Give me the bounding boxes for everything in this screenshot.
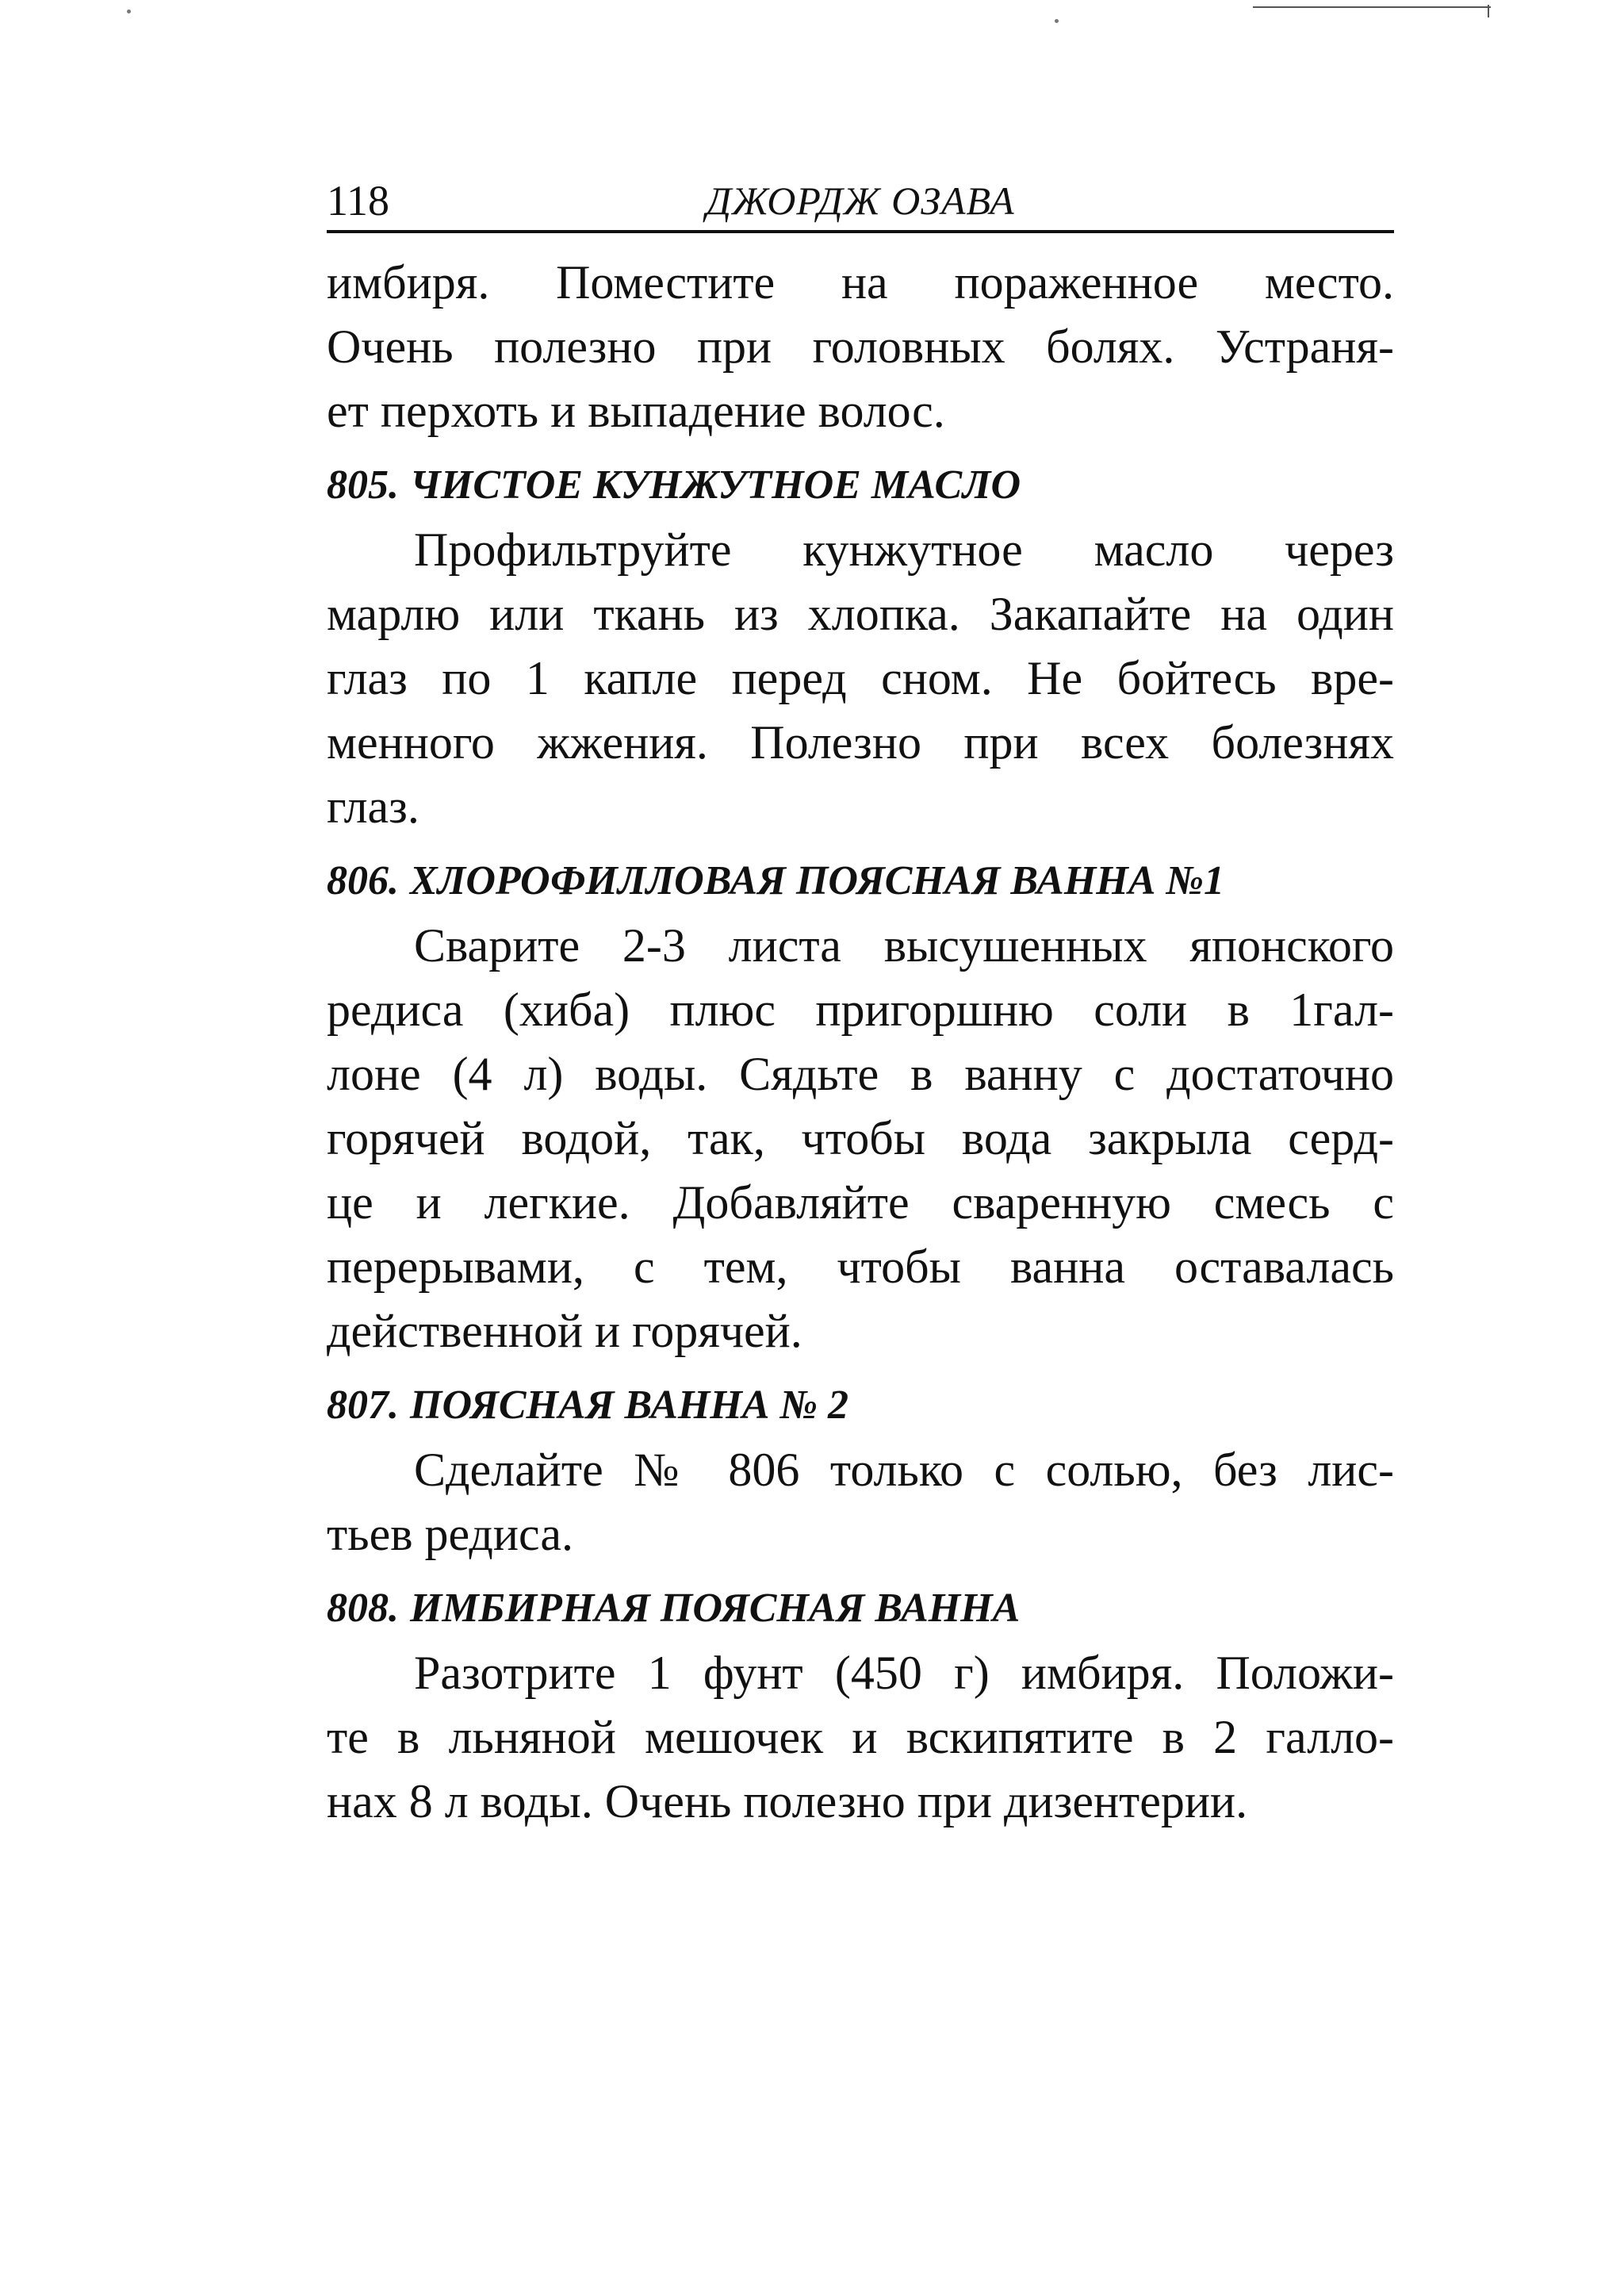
body-paragraph xyxy=(327,1641,1394,1834)
text-line: менного жжения. Полезно при всех болезнях xyxy=(327,716,1394,769)
section-title: ПОЯСНАЯ ВАННА № 2 xyxy=(410,1383,849,1428)
text-line: перерывами, с тем, чтобы ванна оставалась xyxy=(327,1241,1394,1293)
text-line: глаз по 1 капле перед сном. Не бойтесь вре- xyxy=(327,652,1394,704)
section-heading xyxy=(327,1581,1394,1636)
page-number: 118 xyxy=(327,177,389,224)
section-title: ЧИСТОЕ КУНЖУТНОЕ МАСЛО xyxy=(410,462,1021,508)
text-line: це и легкие. Добавляйте сваренную смесь с xyxy=(327,1176,1394,1229)
scan-edge-tick xyxy=(1488,5,1489,17)
text-line: те в льняной мешочек и вскипятите в 2 галло- xyxy=(327,1711,1394,1763)
text-line: лоне (4 л) воды. Сядьте в ванну с достаточно xyxy=(327,1048,1394,1100)
text-line: глаз. xyxy=(327,780,419,833)
body-paragraph xyxy=(327,251,1394,443)
text-line: имбиря. Поместите на пораженное место. xyxy=(327,256,1394,309)
scan-edge-line xyxy=(1253,6,1491,8)
text-line: Сварите 2-3 листа высушенных японского xyxy=(414,919,1394,972)
section-title: ХЛОРОФИЛЛОВАЯ ПОЯСНАЯ ВАННА №1 xyxy=(410,858,1224,903)
body-paragraph xyxy=(327,1438,1394,1567)
text-line: Очень полезно при головных болях. Устраня- xyxy=(327,320,1394,373)
text-line: марлю или ткань из хлопка. Закапайте на один xyxy=(327,588,1394,640)
scan-speck xyxy=(1055,19,1059,23)
section-number: 807. xyxy=(327,1383,399,1428)
section-heading xyxy=(327,853,1394,909)
text-line: нах 8 л воды. Очень полезно при дизентерии. xyxy=(327,1775,1248,1827)
scan-speck xyxy=(127,10,131,13)
text-line: Сделайте № 806 только с солью, без лис- xyxy=(414,1444,1394,1496)
text-line: действенной и горячей. xyxy=(327,1305,802,1357)
section-heading xyxy=(327,1378,1394,1433)
body-paragraph xyxy=(327,914,1394,1363)
section-number: 805. xyxy=(327,462,399,508)
section-title: ИМБИРНАЯ ПОЯСНАЯ ВАННА xyxy=(410,1586,1021,1631)
running-head xyxy=(327,168,1394,233)
running-title: ДЖОРДЖ ОЗАВА xyxy=(706,178,1015,223)
body-paragraph xyxy=(327,518,1394,839)
text-line: редиса (хиба) плюс пригоршню соли в 1гал- xyxy=(327,984,1394,1036)
page-body xyxy=(327,251,1394,1834)
section-number: 808. xyxy=(327,1586,399,1631)
text-line: Разотрите 1 фунт (450 г) имбиря. Положи- xyxy=(414,1647,1394,1699)
section-number: 806. xyxy=(327,858,399,903)
text-line: ет перхоть и выпадение волос. xyxy=(327,385,945,437)
section-heading xyxy=(327,458,1394,513)
text-line: горячей водой, так, чтобы вода закрыла серд- xyxy=(327,1112,1394,1164)
text-line: тьев редиса. xyxy=(327,1508,574,1560)
text-line: Профильтруйте кунжутное масло через xyxy=(414,523,1394,576)
